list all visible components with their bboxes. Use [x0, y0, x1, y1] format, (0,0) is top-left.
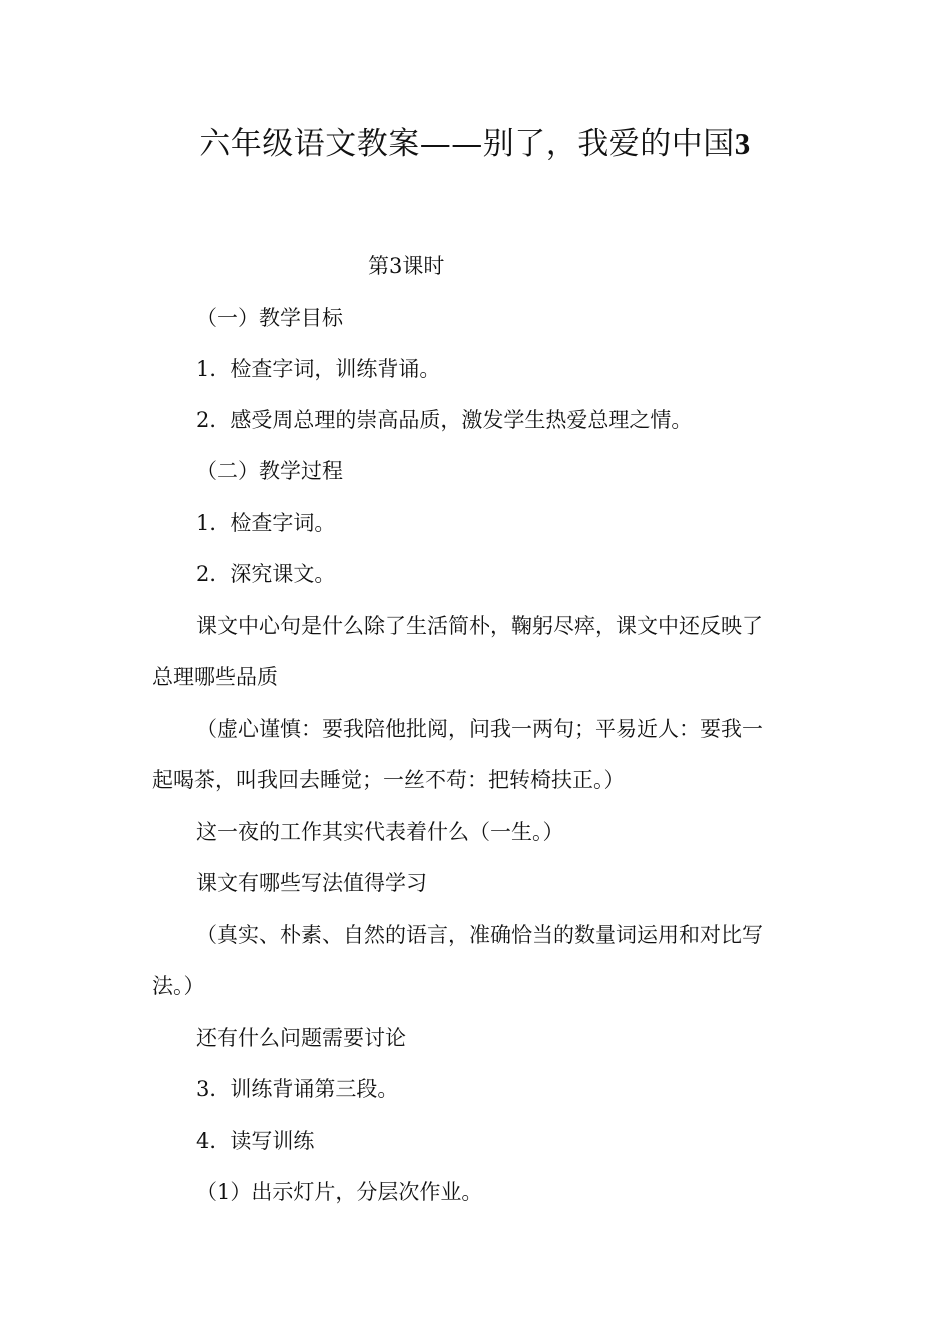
- objective-item: 1．检查字词，训练背诵。: [196, 357, 441, 381]
- answer-line: （虚心谨慎：要我陪他批阅，问我一两句；平易近人：要我一: [196, 717, 763, 741]
- objectives-heading: （一）教学目标: [196, 306, 343, 330]
- answer-line: 起喝茶，叫我回去睡觉；一丝不苟：把转椅扶正。）: [152, 768, 625, 792]
- question-line: 课文有哪些写法值得学习: [196, 871, 427, 895]
- process-substep: （1）出示灯片，分层次作业。: [196, 1180, 483, 1204]
- process-step: 1．检查字词。: [196, 511, 336, 535]
- question-line: 还有什么问题需要讨论: [196, 1026, 406, 1050]
- lesson-number: 第3课时: [368, 254, 445, 278]
- process-step: 4．读写训练: [196, 1129, 315, 1153]
- question-line: 这一夜的工作其实代表着什么（一生。）: [196, 820, 564, 844]
- question-line: 总理哪些品质: [152, 665, 278, 689]
- process-heading: （二）教学过程: [196, 459, 343, 483]
- process-step: 2．深究课文。: [196, 562, 336, 586]
- objective-item: 2．感受周总理的崇高品质，激发学生热爱总理之情。: [196, 408, 693, 432]
- document-title-text: 六年级语文教案——别了，我爱的中国: [199, 126, 735, 162]
- answer-line: 法。）: [152, 974, 205, 998]
- answer-line: （真实、朴素、自然的语言，准确恰当的数量词运用和对比写: [196, 923, 763, 947]
- question-line: 课文中心句是什么除了生活简朴，鞠躬尽瘁，课文中还反映了: [196, 614, 763, 638]
- document-title-number: 3: [734, 126, 751, 161]
- process-step: 3．训练背诵第三段。: [196, 1077, 399, 1101]
- document-title: [0, 118, 950, 170]
